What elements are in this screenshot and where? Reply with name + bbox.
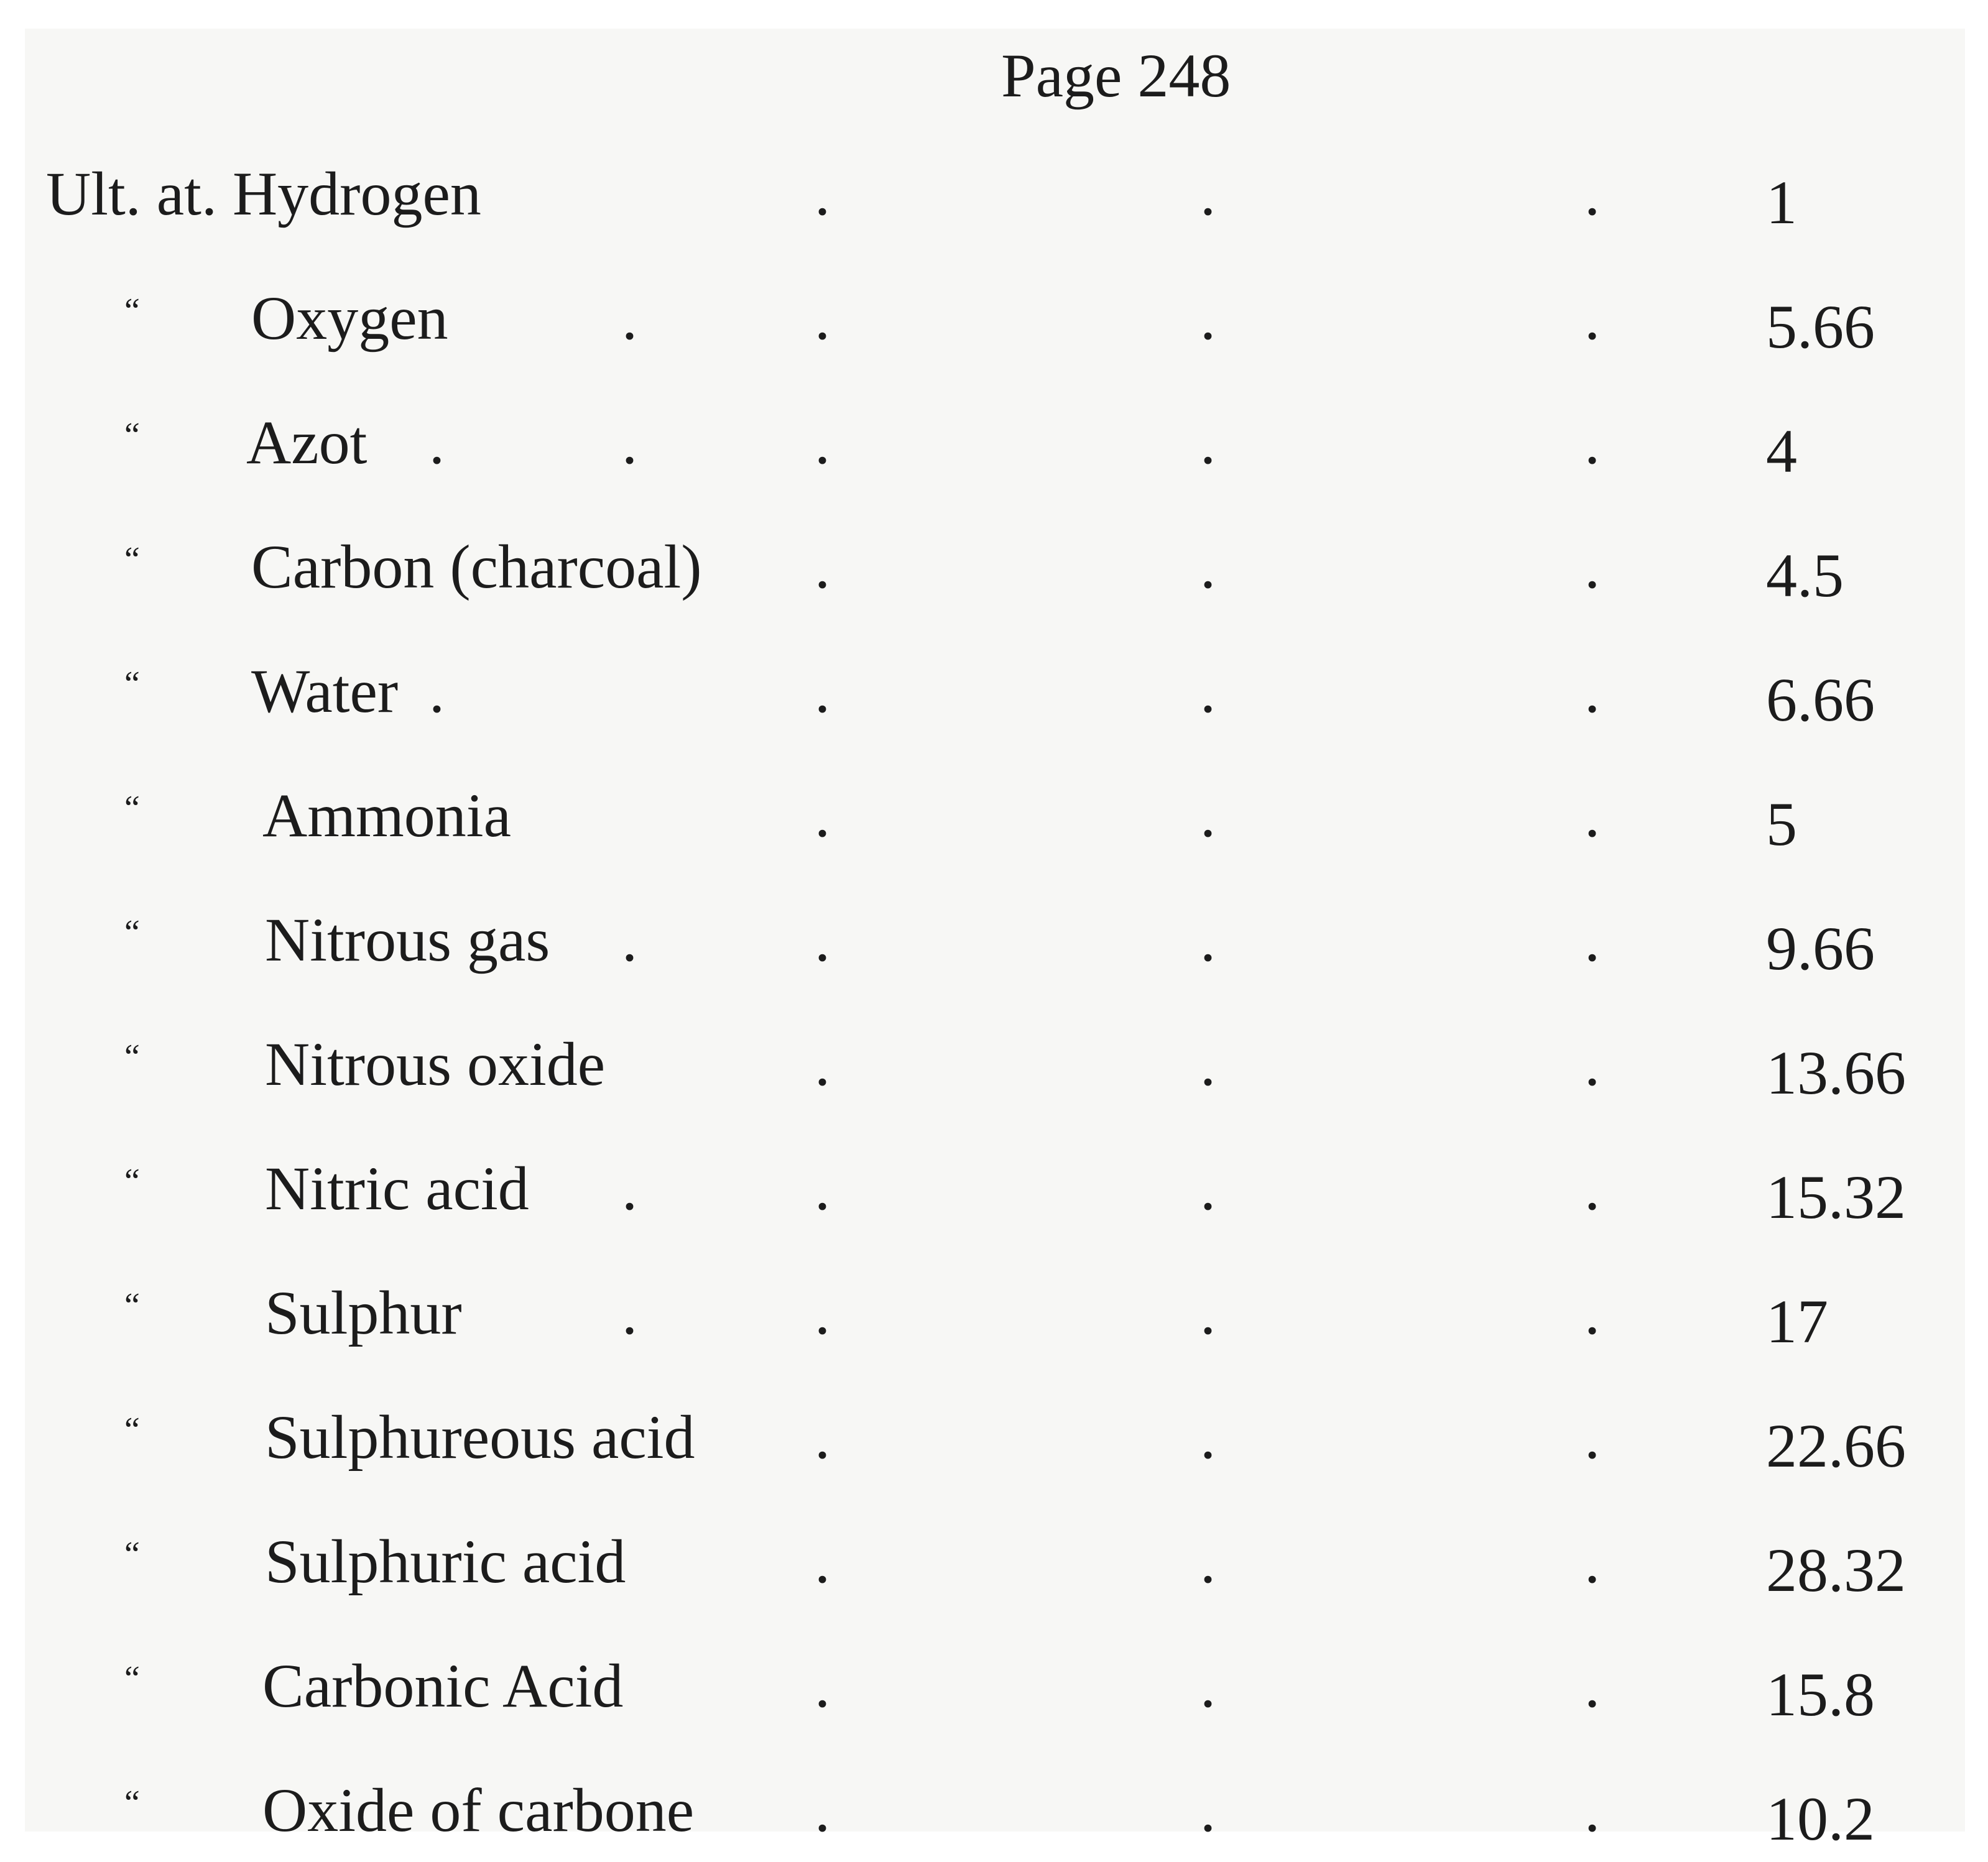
leader-dot: .: [1200, 1278, 1216, 1347]
leader-dot: .: [1200, 657, 1216, 726]
leader-dot: .: [429, 408, 445, 477]
row-label: Nitric acid: [265, 1154, 529, 1223]
row-label: Sulphuric acid: [265, 1527, 626, 1596]
row-value: 5: [1766, 790, 1797, 859]
table-row: [0, 1651, 1988, 1730]
leader-dot: .: [815, 1527, 830, 1596]
table-row: [0, 657, 1988, 735]
leader-dot: .: [1200, 905, 1216, 974]
row-label: Sulphureous acid: [265, 1403, 695, 1472]
leader-dot: .: [1584, 283, 1600, 353]
leader-dot: .: [1584, 905, 1600, 974]
table-row: [0, 1527, 1988, 1605]
row-label: Azot: [246, 408, 368, 477]
leader-dot: .: [622, 905, 637, 974]
leader-dot: .: [815, 1403, 830, 1472]
leader-dot: .: [1584, 1403, 1600, 1472]
leader-dot: .: [815, 905, 830, 974]
table-row: [0, 781, 1988, 859]
ditto-mark: “: [124, 1038, 140, 1076]
ditto-mark: “: [124, 665, 140, 703]
leader-dot: .: [815, 657, 830, 726]
leader-dot: .: [1584, 159, 1600, 228]
leader-dot: .: [1200, 1154, 1216, 1223]
leader-dot: .: [815, 532, 830, 601]
leader-dot: .: [1200, 408, 1216, 477]
row-label: Carbon (charcoal): [251, 532, 702, 601]
row-label: Nitrous gas: [265, 905, 550, 974]
row-value: 17: [1766, 1287, 1828, 1356]
row-value: 5.66: [1766, 292, 1875, 361]
leader-dot: .: [815, 1651, 830, 1720]
leader-dot: .: [815, 159, 830, 228]
leader-dot: .: [1200, 1776, 1216, 1845]
row-value: 1: [1766, 168, 1797, 237]
leader-dot: .: [1200, 159, 1216, 228]
leader-dot: .: [622, 1278, 637, 1347]
leader-dot: .: [815, 1776, 830, 1845]
row-value: 22.66: [1766, 1411, 1906, 1480]
row-label: Ammonia: [262, 781, 511, 850]
table-row: [0, 283, 1988, 362]
leader-dot: .: [1200, 1527, 1216, 1596]
row-label: Water: [251, 657, 399, 726]
leader-dot: .: [622, 408, 637, 477]
ditto-mark: “: [124, 1286, 140, 1325]
leader-dot: .: [1584, 1651, 1600, 1720]
table-row: [0, 1776, 1988, 1854]
ditto-mark: “: [124, 1784, 140, 1822]
leader-dot: .: [1584, 657, 1600, 726]
table-row: [0, 1030, 1988, 1108]
table-row: [0, 159, 1988, 237]
row-label: Oxygen: [251, 283, 448, 353]
page-number: Page 248: [1001, 41, 1231, 110]
row-value: 4: [1766, 417, 1797, 486]
ditto-mark: “: [124, 1411, 140, 1449]
ditto-mark: “: [124, 1535, 140, 1574]
table-row: [0, 408, 1988, 486]
row-value: 4.5: [1766, 541, 1844, 610]
leader-dot: .: [815, 283, 830, 353]
table-row: [0, 1403, 1988, 1481]
table-row: [0, 905, 1988, 984]
leader-dot: .: [1584, 532, 1600, 601]
leader-dot: .: [1200, 1030, 1216, 1099]
leader-dot: .: [815, 1154, 830, 1223]
row-value: 28.32: [1766, 1536, 1906, 1605]
row-label: Nitrous oxide: [265, 1030, 606, 1099]
leader-dot: .: [815, 1030, 830, 1099]
leader-dot: .: [622, 283, 637, 353]
leader-dot: .: [429, 657, 445, 726]
table-row: [0, 1154, 1988, 1232]
row-label: Sulphur: [265, 1278, 462, 1347]
ditto-mark: “: [124, 913, 140, 952]
leader-dot: .: [1200, 283, 1216, 353]
leader-dot: .: [1584, 1776, 1600, 1845]
ditto-mark: “: [124, 540, 140, 579]
leader-dot: .: [815, 781, 830, 850]
row-value: 15.32: [1766, 1163, 1906, 1232]
ditto-mark: “: [124, 1162, 140, 1201]
leader-dot: .: [622, 1154, 637, 1223]
leader-dot: .: [1584, 781, 1600, 850]
row-value: 9.66: [1766, 914, 1875, 983]
leader-dot: .: [1584, 408, 1600, 477]
ditto-mark: “: [124, 416, 140, 454]
row-value: 6.66: [1766, 665, 1875, 734]
ditto-mark: “: [124, 789, 140, 827]
row-label: Carbonic Acid: [262, 1651, 624, 1720]
row-value: 13.66: [1766, 1038, 1906, 1107]
leader-dot: .: [815, 408, 830, 477]
leader-dot: .: [1584, 1154, 1600, 1223]
leader-dot: .: [815, 1278, 830, 1347]
ditto-mark: “: [124, 1659, 140, 1698]
leader-dot: .: [1200, 1403, 1216, 1472]
leader-dot: .: [1584, 1527, 1600, 1596]
leader-dot: .: [1584, 1030, 1600, 1099]
table-row: [0, 1278, 1988, 1357]
row-value: 10.2: [1766, 1784, 1875, 1853]
leader-dot: .: [1200, 781, 1216, 850]
table-row: [0, 532, 1988, 611]
leader-dot: .: [1200, 1651, 1216, 1720]
row-value: 15.8: [1766, 1660, 1875, 1729]
row-label: Ult. at. Hydrogen: [46, 159, 481, 228]
leader-dot: .: [1200, 532, 1216, 601]
leader-dot: .: [1584, 1278, 1600, 1347]
ditto-mark: “: [124, 292, 140, 330]
row-label: Oxide of carbone: [262, 1776, 695, 1845]
